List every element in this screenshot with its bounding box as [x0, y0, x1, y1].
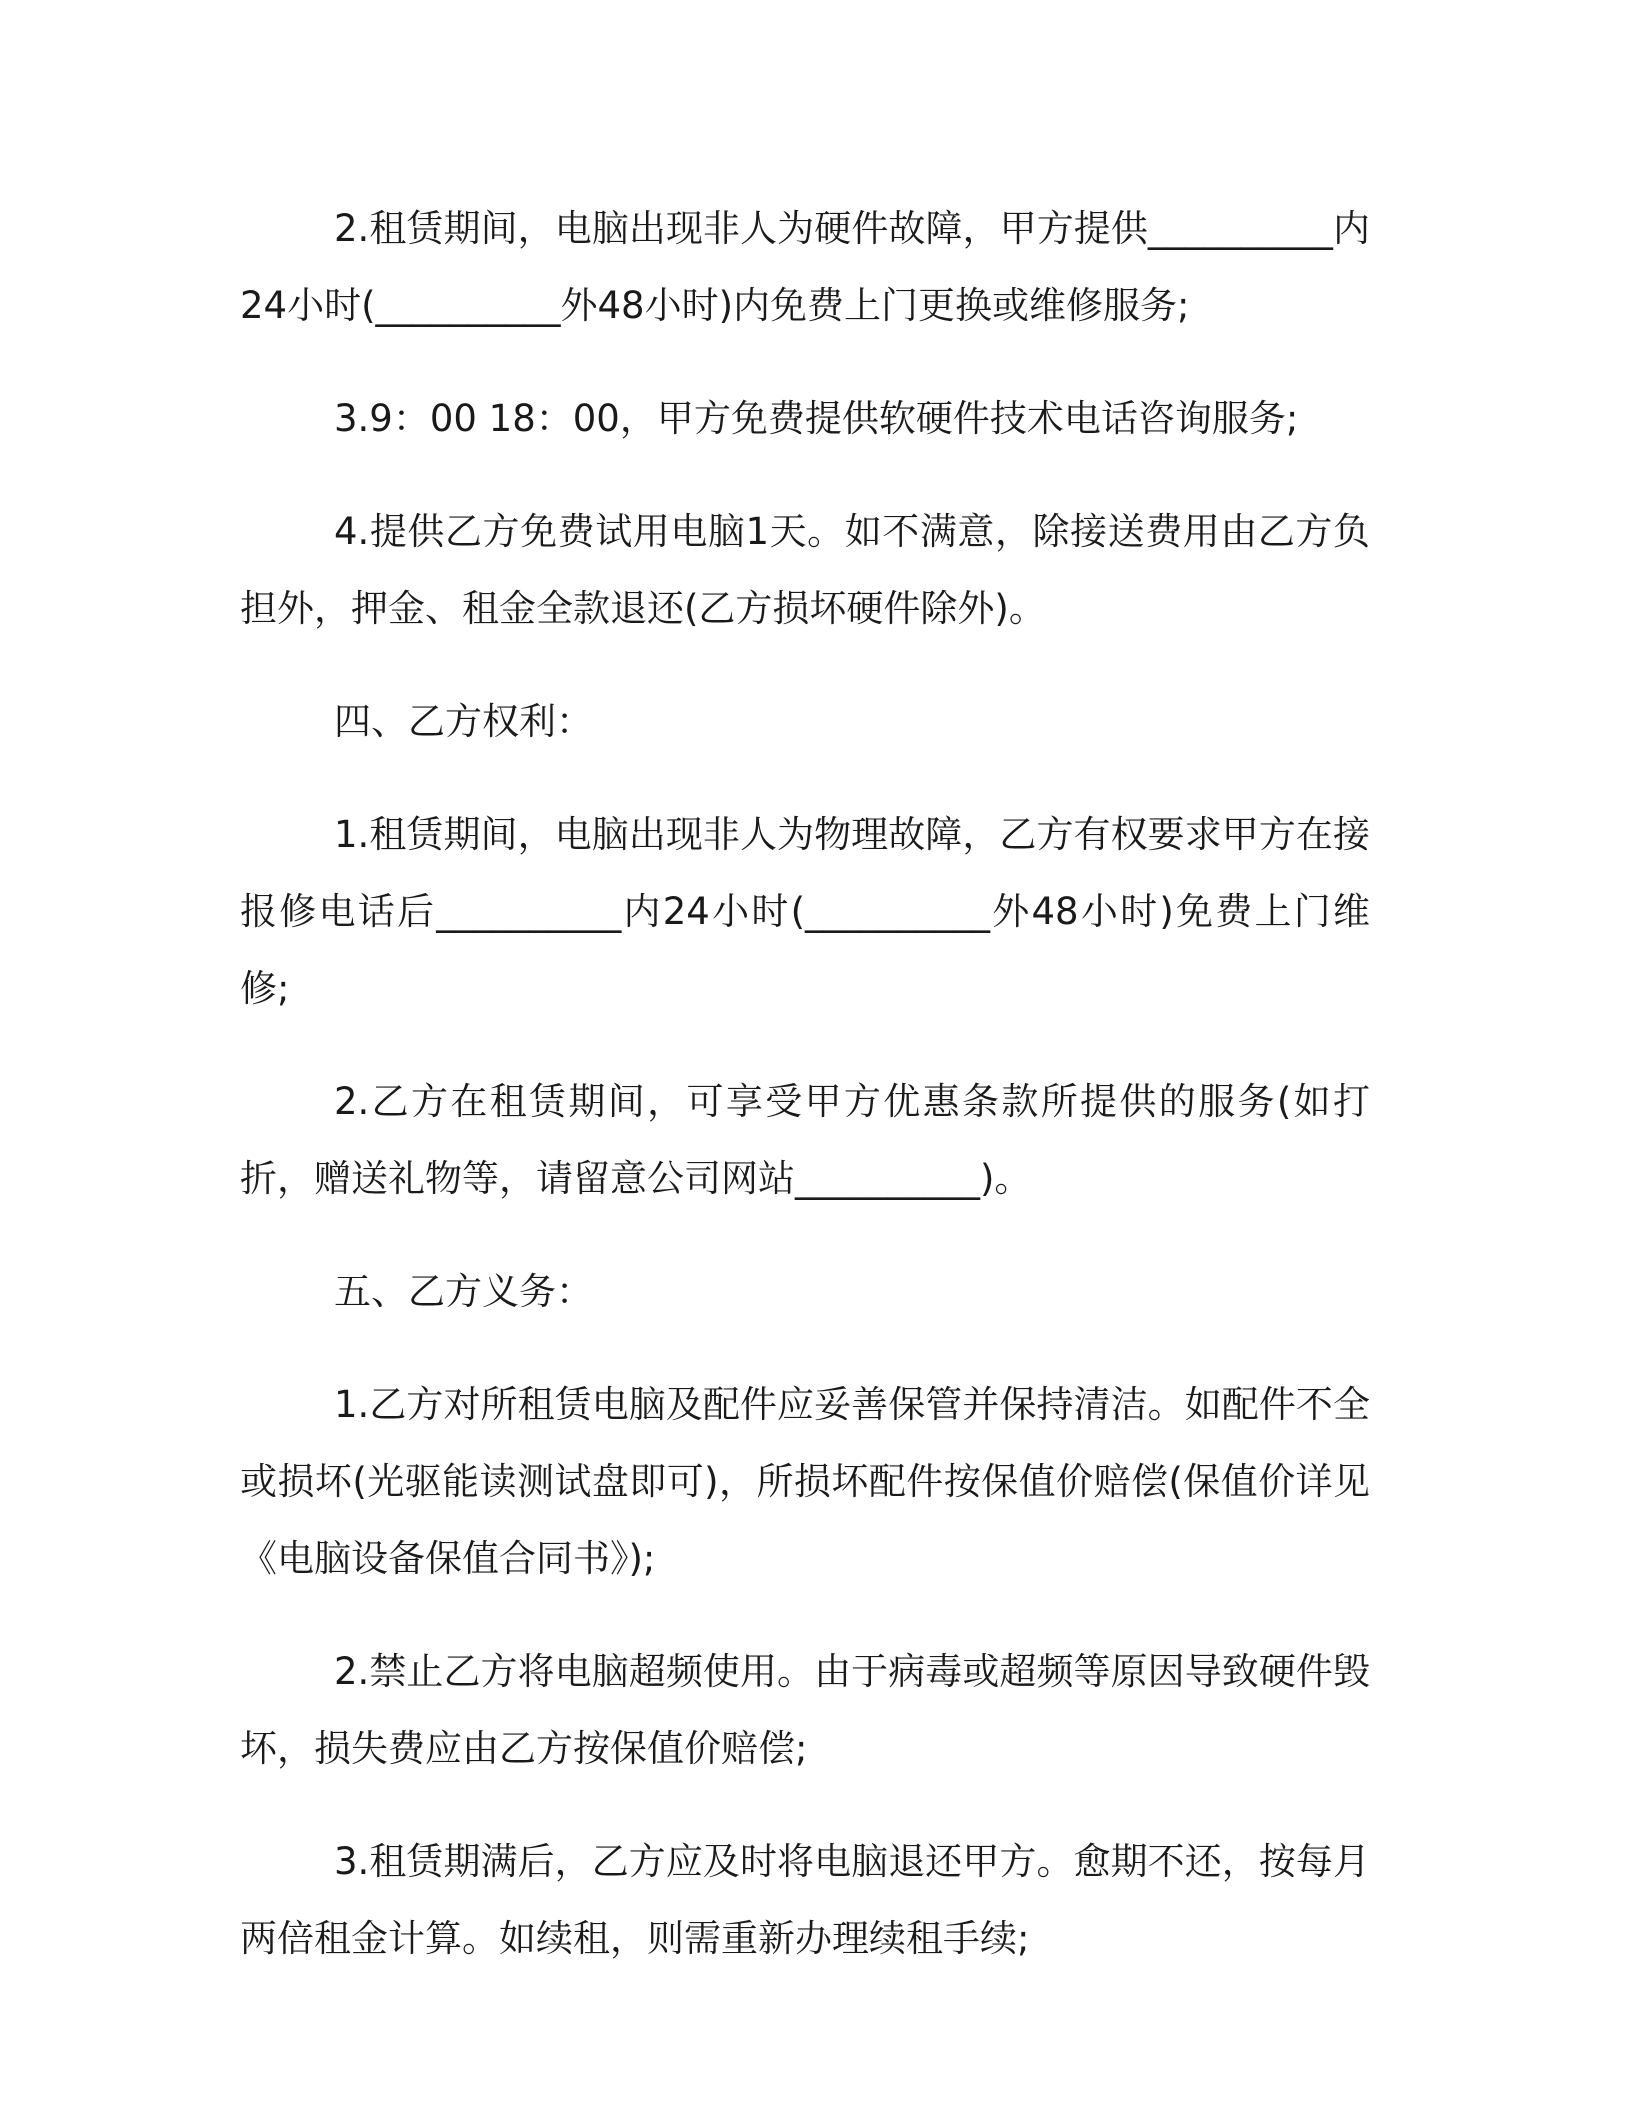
section-heading-5: 五、乙方义务：: [334, 1270, 593, 1313]
clause-3-2: 2.租赁期间，电脑出现非人为硬件故障，甲方提供__________内24小时(__________外48小时)内免费上门更换或维修服务;: [240, 207, 1370, 327]
clause-3-3: 3.9：00 18：00，甲方免费提供软硬件技术电话咨询服务;: [334, 397, 1299, 440]
clause-3-4: 4.提供乙方免费试用电脑1天。如不满意，除接送费用由乙方负担外，押金、租金全款退还(乙方损坏硬件除外)。: [240, 510, 1370, 630]
section-heading-4: 四、乙方权利：: [334, 700, 593, 743]
clause-4-2: 2.乙方在租赁期间，可享受甲方优惠条款所提供的服务(如打折，赠送礼物等，请留意公司网站__________)。: [240, 1080, 1370, 1200]
clause-5-1: 1.乙方对所租赁电脑及配件应妥善保管并保持清洁。如配件不全或损坏(光驱能读测试盘即可)，所损坏配件按保值价赔偿(保值价详见《电脑设备保值合同书》);: [240, 1383, 1370, 1580]
document-body: [240, 190, 1370, 2013]
clause-5-3: 3.租赁期满后，乙方应及时将电脑退还甲方。愈期不还，按每月两倍租金计算。如续租，则需重新办理续租手续;: [240, 1840, 1370, 1960]
clause-4-1: 1.租赁期间，电脑出现非人为物理故障，乙方有权要求甲方在接报修电话后__________内24小时(__________外48小时)免费上门维修;: [240, 813, 1370, 1010]
clause-5-2: 2.禁止乙方将电脑超频使用。由于病毒或超频等原因导致硬件毁坏，损失费应由乙方按保值价赔偿;: [240, 1650, 1370, 1770]
